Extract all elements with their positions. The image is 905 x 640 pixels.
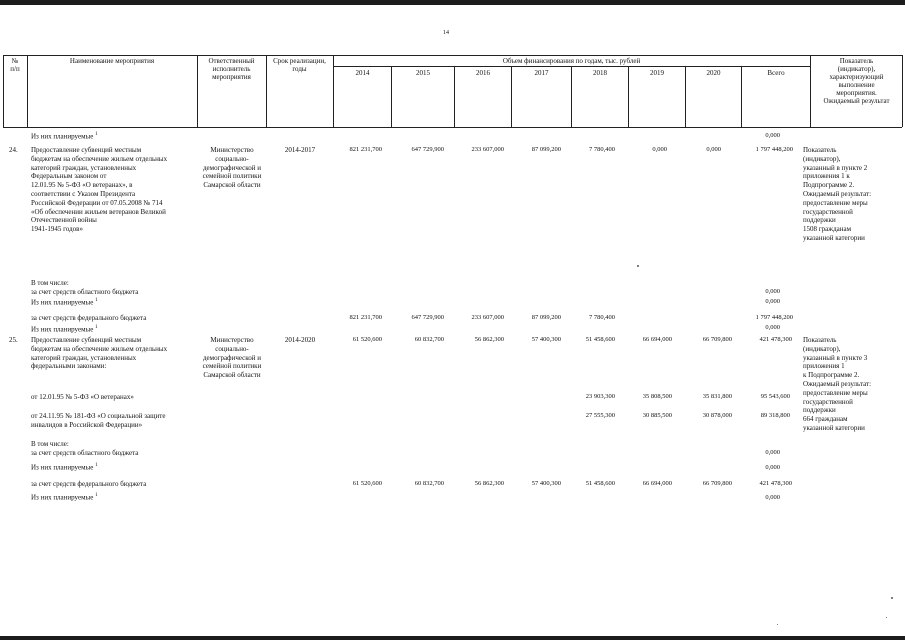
item24-regional-label: за счет средств областного бюджета xyxy=(31,288,139,296)
item25-sub1-total: 95 543,600 xyxy=(760,393,790,400)
header-year-2016: 2016 xyxy=(476,69,490,77)
item24-federal-2018: 7 780,400 xyxy=(589,314,615,321)
scan-speck xyxy=(886,617,887,618)
item24-num: 24. xyxy=(9,146,18,154)
item24-value-2017: 87 099,200 xyxy=(531,146,561,153)
item24-planned1-label: Из них планируемые $^1$ xyxy=(31,298,98,307)
item24-federal-label: за счет средств федерального бюджета xyxy=(31,314,147,322)
item25-value-2018: 51 458,600 xyxy=(585,336,615,343)
item24-federal-total: 1 797 448,200 xyxy=(755,314,793,321)
item25-federal-total: 421 478,300 xyxy=(759,480,792,487)
item25-value-2015: 60 832,700 xyxy=(414,336,444,343)
header-executor: Ответственный исполнитель мероприятия xyxy=(208,57,255,81)
item25-value-2017: 57 400,300 xyxy=(531,336,561,343)
item25-sub1-2020: 35 831,800 xyxy=(702,393,732,400)
header-year-2018: 2018 xyxy=(593,69,607,77)
scan-speck xyxy=(637,265,639,267)
item24-federal-2017: 87 099,200 xyxy=(531,314,561,321)
item25-federal-label: за счет средств федерального бюджета xyxy=(31,480,147,488)
item25-incl: В том числе: xyxy=(31,440,69,448)
header-financing: Объем финансирования по годам, тыс. рублей xyxy=(502,57,641,65)
header-name: Наименование мероприятия xyxy=(69,57,155,65)
item24-indicator: Показатель (индикатор), указанный в пункте 2 приложения 1 к Подпрограмме 2. Ожидаемый результат: предоставление меры государственной поддержки 1508 гражданам указанной категории xyxy=(803,146,872,242)
header-year-2020: 2020 xyxy=(706,69,721,77)
item25-num: 25. xyxy=(9,336,18,344)
header-year-2015: 2015 xyxy=(416,69,430,77)
item24-federal-2014: 821 231,700 xyxy=(349,314,382,321)
scan-edge-top xyxy=(0,0,905,5)
item25-planned2-label: Из них планируемые $^1$ xyxy=(31,493,98,502)
item25-federal-2018: 51 458,600 xyxy=(585,480,615,487)
item25-executor: Министерство социально- демографической и семейной политики Самарской области xyxy=(202,336,262,380)
item24-value-2020: 0,000 xyxy=(706,146,721,153)
item24-planned2-total: 0,000 xyxy=(765,324,780,331)
header-year-2017: 2017 xyxy=(534,69,549,77)
item25-federal-2016: 56 862,300 xyxy=(474,480,504,487)
item25-planned1-label: Из них планируемые $^1$ xyxy=(31,463,98,472)
top-planned-total: 0,000 xyxy=(765,132,780,139)
item24-total: 1 797 448,200 xyxy=(755,146,793,153)
item25-value-2014: 61 520,600 xyxy=(352,336,382,343)
header-period: Срок реализации, годы xyxy=(273,57,326,73)
item24-incl: В том числе: xyxy=(31,279,69,287)
item25-federal-2017: 57 400,300 xyxy=(531,480,561,487)
item25-regional-label: за счет средств областного бюджета xyxy=(31,449,139,457)
item25-sub2-2018: 27 555,300 xyxy=(585,412,615,419)
item25-sub2-label: от 24.11.95 № 181-ФЗ «О социальной защите инвалидов в Российской Федерации» xyxy=(31,412,166,429)
top-planned-label: Из них планируемые $^1$ xyxy=(31,132,98,141)
item24-value-2015: 647 729,900 xyxy=(411,146,444,153)
item25-total: 421 478,300 xyxy=(759,336,792,343)
header-num: № п/п xyxy=(10,57,20,73)
item25-name: Предоставление субвенций местным бюджетам на обеспечение жильем отдельных категорий граждан, установленных федеральными законами: xyxy=(31,336,168,371)
item25-sub1-label: от 12.01.95 № 5-ФЗ «О ветеранах» xyxy=(31,393,134,401)
item24-planned1-total: 0,000 xyxy=(765,298,780,305)
item25-indicator: Показатель (индикатор), указанный в пункте 3 приложения 1 к Подпрограмме 2. Ожидаемый результат: предоставление меры государственной поддержки 664 гражданам указанной категории xyxy=(803,336,872,432)
header-indicator: Показатель (индикатор), характеризующий выполнение мероприятия. Ожидаемый результат xyxy=(823,57,890,105)
item25-federal-2019: 66 694,000 xyxy=(642,480,672,487)
item24-value-2014: 821 231,700 xyxy=(349,146,382,153)
item24-planned2-label: Из них планируемые $^1$ xyxy=(31,325,98,334)
item25-sub2-total: 89 318,800 xyxy=(760,412,790,419)
header-year-2019: 2019 xyxy=(650,69,664,77)
scan-speck xyxy=(891,597,893,599)
item25-sub1-2018: 23 903,300 xyxy=(585,393,615,400)
item25-regional-total: 0,000 xyxy=(765,449,780,456)
item25-planned2-total: 0,000 xyxy=(765,494,780,501)
item24-name: Предоставление субвенций местным бюджетам на обеспечение жильем отдельных категорий граждан, установленных Федеральным законом от 12.01.95 № 5-ФЗ «О ветеранах», в соответствии с Указом Президента Российской Федерации от 07.05.2008 № 714 «Об обеспечении жильем ветеранов Великой Отечественной войны 1941-1945 годов» xyxy=(31,146,168,234)
item25-federal-2020: 66 709,800 xyxy=(702,480,732,487)
item24-period: 2014-2017 xyxy=(284,146,316,154)
item25-period: 2014-2020 xyxy=(284,336,316,344)
page-number: 14 xyxy=(443,30,449,36)
item24-regional-total: 0,000 xyxy=(765,288,780,295)
item25-value-2016: 56 862,300 xyxy=(474,336,504,343)
scan-edge-bottom xyxy=(0,636,905,640)
item24-value-2018: 7 780,400 xyxy=(589,146,615,153)
item25-sub2-2019: 30 885,500 xyxy=(642,412,672,419)
item25-value-2020: 66 709,800 xyxy=(702,336,732,343)
header-year-2014: 2014 xyxy=(355,69,370,77)
item25-federal-2015: 60 832,700 xyxy=(414,480,444,487)
item25-sub2-2020: 30 878,000 xyxy=(702,412,732,419)
item25-federal-2014: 61 520,600 xyxy=(352,480,382,487)
header-total: Всего xyxy=(767,69,785,77)
item25-planned1-total: 0,000 xyxy=(765,464,780,471)
item24-federal-2016: 233 607,000 xyxy=(471,314,504,321)
item25-value-2019: 66 694,000 xyxy=(642,336,672,343)
scan-speck xyxy=(777,624,778,625)
item24-executor: Министерство социально- демографической и семейной политики Самарской области xyxy=(202,146,262,190)
item24-value-2016: 233 607,000 xyxy=(471,146,504,153)
item24-value-2019: 0,000 xyxy=(652,146,667,153)
item24-federal-2015: 647 729,900 xyxy=(411,314,444,321)
item25-sub1-2019: 35 808,500 xyxy=(642,393,672,400)
